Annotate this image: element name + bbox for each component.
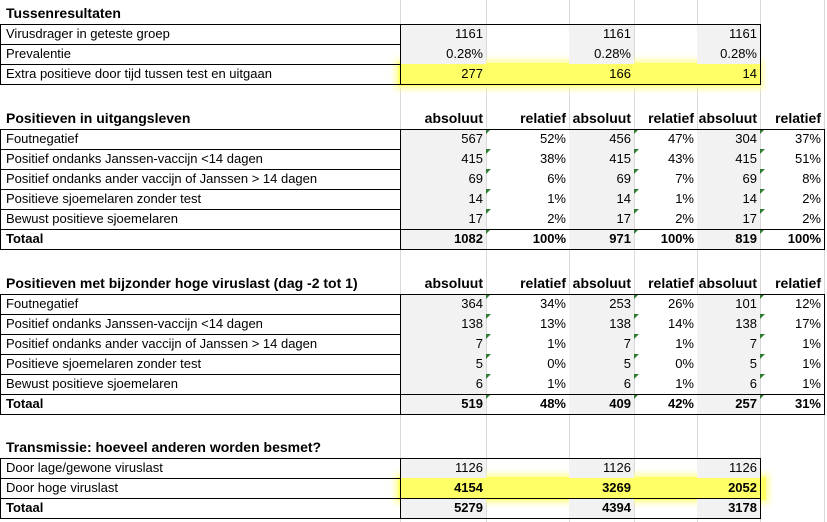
table-border — [0, 414, 825, 415]
value-cell[interactable]: 100% — [634, 229, 697, 249]
row-border — [0, 334, 400, 335]
grid-column-line — [824, 0, 825, 522]
row-label[interactable]: Prevalentie — [6, 46, 72, 61]
value-cell[interactable]: 5 — [569, 354, 634, 374]
value-cell[interactable]: 1% — [634, 334, 697, 354]
value-cell[interactable]: 1126 — [697, 458, 760, 478]
table-border — [400, 24, 401, 84]
table-border — [0, 129, 824, 130]
value-cell[interactable]: 14 — [400, 189, 486, 209]
value-cell[interactable]: 7 — [400, 334, 486, 354]
table-border — [0, 24, 760, 25]
value-cell[interactable]: 100% — [486, 229, 569, 249]
value-cell[interactable]: 971 — [569, 229, 634, 249]
value-cell[interactable] — [760, 44, 824, 64]
value-cell[interactable]: 3269 — [602, 480, 631, 495]
section-title: Tussenresultaten — [6, 5, 121, 21]
value-cell[interactable]: 13% — [486, 314, 569, 334]
row-label[interactable]: Door lage/gewone viruslast — [6, 460, 163, 475]
value-cell[interactable]: 1% — [634, 374, 697, 394]
column-header-relatief: relatief — [648, 110, 694, 126]
value-cell[interactable]: 6 — [569, 374, 634, 394]
table-border — [760, 458, 761, 519]
row-label[interactable]: Extra positieve door tijd tussen test en uitgaan — [6, 66, 272, 81]
column-header-absoluut: absoluut — [424, 110, 483, 126]
value-cell[interactable]: 1% — [760, 334, 824, 354]
value-cell[interactable]: 0.28% — [697, 44, 760, 64]
row-label[interactable]: Positief ondanks ander vaccijn of Janssen > 14 dagen — [6, 171, 318, 186]
row-border — [0, 64, 400, 65]
value-cell[interactable]: 17 — [697, 209, 760, 229]
row-label[interactable]: Positief ondanks Janssen-vaccijn <14 dagen — [6, 151, 263, 166]
row-border — [0, 189, 400, 190]
row-border — [0, 478, 400, 479]
value-cell[interactable]: 6 — [400, 374, 486, 394]
value-cell[interactable]: 0.28% — [569, 44, 634, 64]
value-cell[interactable]: 1% — [486, 189, 569, 209]
row-border — [0, 209, 400, 210]
value-cell[interactable]: 415 — [400, 149, 486, 169]
row-label[interactable]: Positief ondanks Janssen-vaccijn <14 dagen — [6, 316, 263, 331]
value-cell[interactable]: 1126 — [400, 458, 486, 478]
value-cell[interactable]: 7% — [634, 169, 697, 189]
value-cell[interactable] — [760, 498, 824, 518]
value-cell[interactable]: 456 — [569, 129, 634, 149]
section-title: Positieven in uitgangsleven — [6, 110, 191, 126]
row-label[interactable]: Totaal — [6, 231, 44, 246]
value-cell[interactable] — [634, 498, 697, 518]
value-cell[interactable]: 14 — [569, 189, 634, 209]
value-cell[interactable] — [634, 24, 697, 44]
value-cell[interactable]: 409 — [569, 394, 634, 414]
value-cell[interactable] — [760, 458, 824, 478]
value-cell[interactable]: 1% — [486, 374, 569, 394]
value-cell[interactable]: 34% — [486, 294, 569, 314]
table-border — [0, 458, 1, 518]
row-label[interactable]: Door hoge viruslast — [6, 480, 118, 495]
column-header-relatief: relatief — [775, 275, 821, 291]
value-cell[interactable]: 415 — [697, 149, 760, 169]
table-border — [0, 24, 1, 84]
value-cell[interactable] — [760, 64, 824, 84]
value-cell[interactable]: 277 — [461, 66, 483, 81]
value-cell[interactable] — [486, 458, 569, 478]
column-header-relatief: relatief — [775, 110, 821, 126]
column-header-absoluut: absoluut — [424, 275, 483, 291]
value-cell[interactable]: 8% — [760, 169, 824, 189]
value-cell[interactable]: 257 — [697, 394, 760, 414]
value-cell[interactable]: 31% — [760, 394, 824, 414]
table-border — [400, 294, 401, 414]
value-cell[interactable] — [760, 478, 824, 498]
value-cell[interactable]: 17 — [569, 209, 634, 229]
column-header-absoluut: absoluut — [698, 275, 757, 291]
section-title: Transmissie: hoeveel anderen worden besmet? — [6, 439, 322, 455]
value-cell[interactable]: 0% — [486, 354, 569, 374]
column-header-relatief: relatief — [520, 275, 566, 291]
value-cell[interactable]: 17% — [760, 314, 824, 334]
value-cell[interactable]: 17 — [400, 209, 486, 229]
table-border — [400, 129, 401, 249]
total-border — [0, 498, 760, 499]
table-border — [0, 84, 761, 85]
row-label[interactable]: Positief ondanks ander vaccijn of Janssen > 14 dagen — [6, 336, 318, 351]
row-label[interactable]: Positieve sjoemelaren zonder test — [6, 356, 202, 371]
value-cell[interactable]: 69 — [697, 169, 760, 189]
value-cell[interactable]: 43% — [634, 149, 697, 169]
value-cell[interactable]: 4394 — [569, 498, 634, 518]
row-label[interactable]: Totaal — [6, 500, 44, 515]
value-cell[interactable]: 1% — [634, 189, 697, 209]
value-cell[interactable]: 5279 — [400, 498, 486, 518]
value-cell[interactable]: 138 — [569, 314, 634, 334]
value-cell[interactable]: 2% — [634, 209, 697, 229]
value-cell[interactable]: 6% — [486, 169, 569, 189]
total-border — [0, 229, 824, 230]
table-border — [0, 249, 825, 250]
table-border — [0, 294, 824, 295]
value-cell[interactable]: 14 — [742, 66, 757, 81]
value-cell[interactable]: 364 — [400, 294, 486, 314]
row-label[interactable]: Totaal — [6, 396, 44, 411]
row-label[interactable]: Bewust positieve sjoemelaren — [6, 376, 178, 391]
value-cell[interactable]: 14% — [634, 314, 697, 334]
value-cell[interactable]: 519 — [400, 394, 486, 414]
table-border — [824, 129, 825, 250]
value-cell[interactable]: 0.28% — [400, 44, 486, 64]
value-cell[interactable]: 1082 — [400, 229, 486, 249]
row-label[interactable]: Virusdrager in geteste groep — [6, 26, 170, 41]
value-cell[interactable]: 2% — [760, 189, 824, 209]
value-cell[interactable] — [634, 458, 697, 478]
value-cell[interactable]: 138 — [400, 314, 486, 334]
value-cell[interactable]: 51% — [760, 149, 824, 169]
value-cell[interactable]: 4154 — [454, 480, 483, 495]
row-label[interactable]: Bewust positieve sjoemelaren — [6, 211, 178, 226]
value-cell[interactable]: 38% — [486, 149, 569, 169]
value-cell[interactable]: 101 — [697, 294, 760, 314]
row-border — [0, 44, 400, 45]
row-label[interactable]: Positieve sjoemelaren zonder test — [6, 191, 202, 206]
row-border — [0, 354, 400, 355]
value-cell[interactable]: 1% — [486, 334, 569, 354]
row-border — [0, 149, 400, 150]
value-cell[interactable]: 567 — [400, 129, 486, 149]
column-header-relatief: relatief — [648, 275, 694, 291]
value-cell[interactable]: 1126 — [569, 458, 634, 478]
value-cell[interactable]: 100% — [760, 229, 824, 249]
value-cell[interactable]: 37% — [760, 129, 824, 149]
table-border — [824, 294, 825, 415]
value-cell[interactable] — [486, 24, 569, 44]
value-cell[interactable] — [760, 24, 824, 44]
value-cell[interactable]: 52% — [486, 129, 569, 149]
value-cell[interactable] — [634, 478, 697, 498]
table-border — [760, 24, 761, 85]
value-cell[interactable]: 69 — [569, 169, 634, 189]
value-cell[interactable]: 47% — [634, 129, 697, 149]
value-cell[interactable]: 12% — [760, 294, 824, 314]
value-cell[interactable]: 26% — [634, 294, 697, 314]
column-header-relatief: relatief — [520, 110, 566, 126]
value-cell[interactable]: 3178 — [697, 498, 760, 518]
value-cell[interactable] — [486, 478, 569, 498]
section-title: Positieven met bijzonder hoge viruslast (dag -2 tot 1) — [6, 275, 358, 291]
column-header-absoluut: absoluut — [572, 275, 631, 291]
value-cell[interactable] — [486, 498, 569, 518]
value-cell[interactable]: 5 — [400, 354, 486, 374]
table-border — [0, 458, 760, 459]
value-cell[interactable] — [634, 64, 697, 84]
value-cell[interactable]: 138 — [697, 314, 760, 334]
value-cell[interactable]: 1161 — [569, 24, 634, 44]
value-cell[interactable]: 2% — [760, 209, 824, 229]
value-cell[interactable] — [634, 44, 697, 64]
row-label[interactable]: Foutnegatief — [6, 296, 79, 311]
value-cell[interactable]: 7 — [569, 334, 634, 354]
table-border — [0, 518, 761, 519]
row-label[interactable]: Foutnegatief — [6, 131, 79, 146]
value-cell[interactable]: 5 — [697, 354, 760, 374]
column-header-absoluut: absoluut — [572, 110, 631, 126]
value-cell[interactable]: 42% — [634, 394, 697, 414]
value-cell[interactable]: 6 — [697, 374, 760, 394]
value-cell[interactable]: 415 — [569, 149, 634, 169]
value-cell[interactable]: 819 — [697, 229, 760, 249]
value-cell[interactable]: 2% — [486, 209, 569, 229]
value-cell[interactable]: 0% — [634, 354, 697, 374]
value-cell[interactable]: 166 — [609, 66, 631, 81]
value-cell[interactable] — [486, 44, 569, 64]
value-cell[interactable]: 7 — [697, 334, 760, 354]
row-border — [0, 374, 400, 375]
table-border — [400, 458, 401, 518]
value-cell[interactable]: 1% — [760, 354, 824, 374]
value-cell[interactable]: 69 — [400, 169, 486, 189]
value-cell[interactable]: 253 — [569, 294, 634, 314]
row-border — [0, 169, 400, 170]
value-cell[interactable] — [486, 64, 569, 84]
value-cell[interactable]: 1161 — [400, 24, 486, 44]
value-cell[interactable]: 304 — [697, 129, 760, 149]
value-cell[interactable]: 1161 — [697, 24, 760, 44]
value-cell[interactable]: 1% — [760, 374, 824, 394]
value-cell[interactable]: 14 — [697, 189, 760, 209]
value-cell[interactable]: 48% — [486, 394, 569, 414]
row-border — [0, 314, 400, 315]
column-header-absoluut: absoluut — [698, 110, 757, 126]
total-border — [0, 394, 824, 395]
value-cell[interactable]: 2052 — [728, 480, 757, 495]
